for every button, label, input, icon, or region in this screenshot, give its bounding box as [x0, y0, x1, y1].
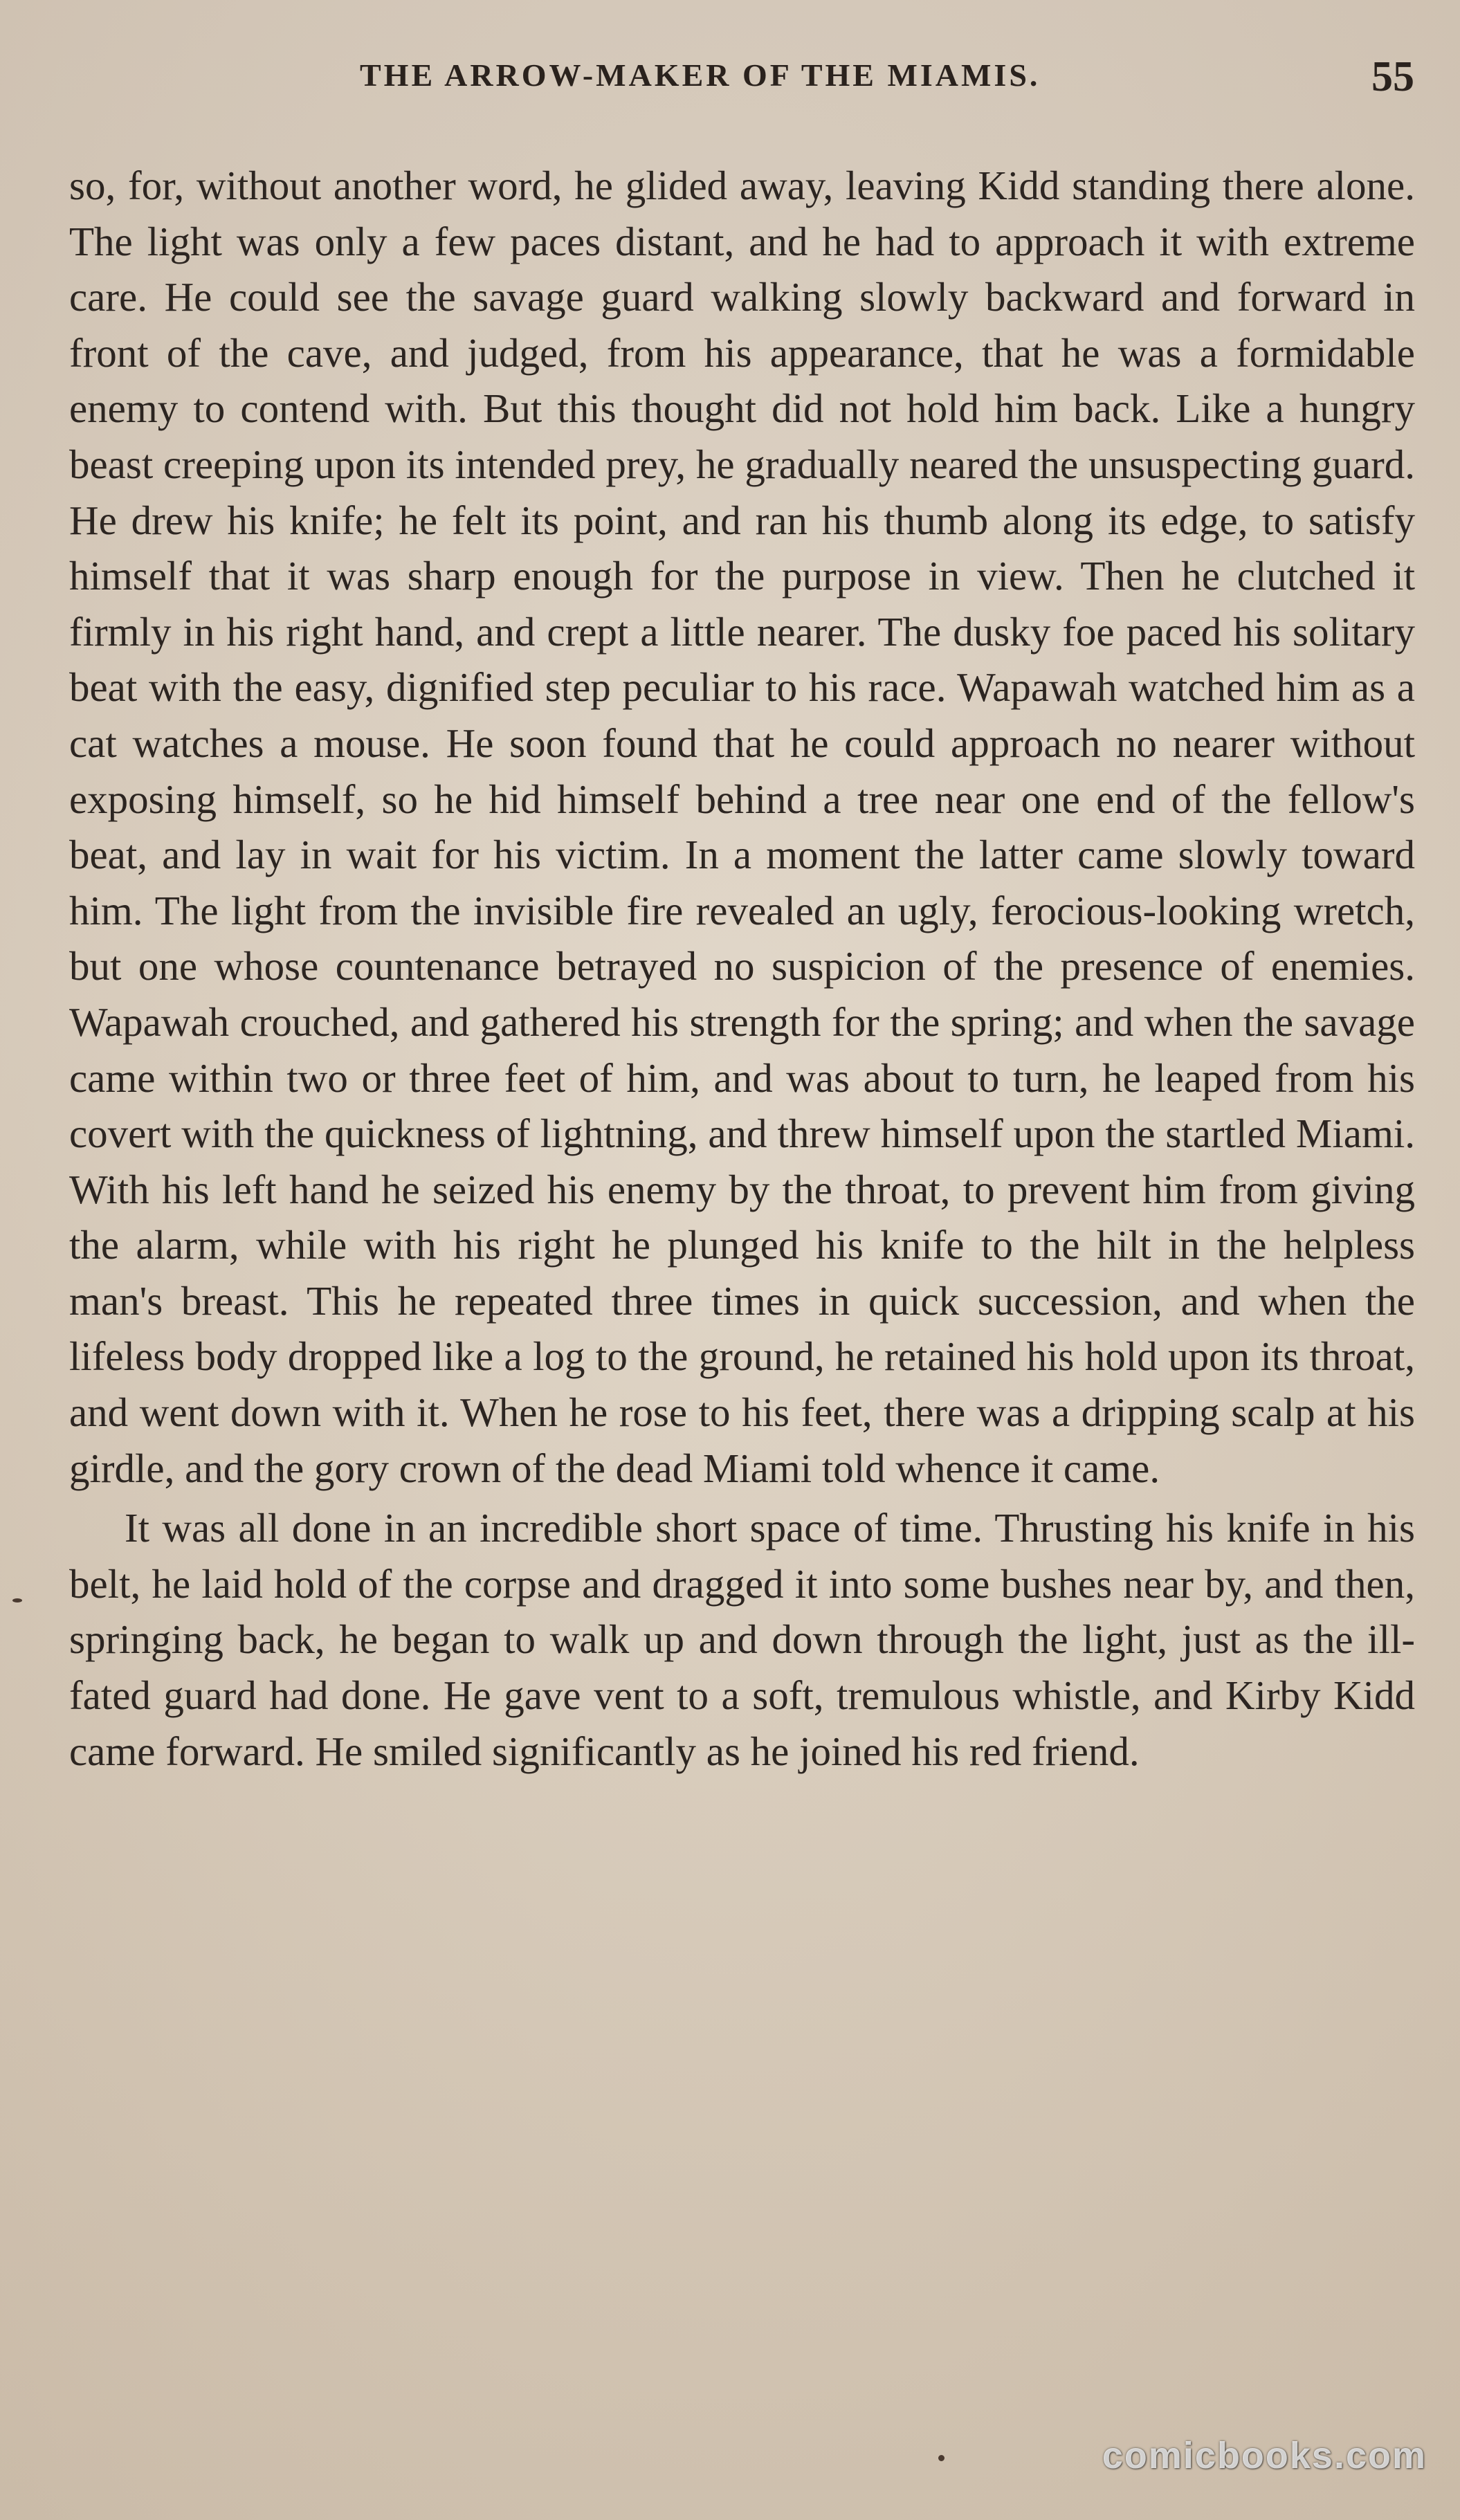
print-speck	[12, 1598, 22, 1603]
site-watermark: comicbooks.com	[1102, 2435, 1427, 2476]
running-title: THE ARROW-MAKER OF THE MIAMIS.	[360, 57, 1041, 93]
print-speck	[938, 2455, 945, 2461]
page-header	[0, 53, 1460, 112]
body-text	[69, 158, 1415, 1779]
page-number: 55	[1371, 53, 1414, 100]
paragraph-2: It was all done in an incredible short space of time. Thrusting his knife in his belt, he laid hold of the corpse and dragged it into some bushes near by, and then, springing back, he began to walk up and down through the light, just as the ill-fated guard had done. He gave vent to a soft, tremulous whistle, and Kirby Kidd came forward. He smiled significantly as he joined his red friend.	[69, 1505, 1415, 1774]
paragraph-1: so, for, without another word, he glided away, leaving Kidd standing there alone. The light was only a few paces distant, and he had to approach it with extreme care. He could see the savage guard walking slowly backward and forward in front of the cave, and judged, from his appearance, that he was a formidable enemy to contend with. But this thought did not hold him back. Like a hungry beast creeping upon its intended prey, he gradually neared the unsuspecting guard. He drew his knife; he felt its point, and ran his thumb along its edge, to satisfy himself that it was sharp enough for the purpose in view. Then he clutched it firmly in his right hand, and crept a little nearer. The dusky foe paced his solitary beat with the easy, dignified step peculiar to his race. Wapawah watched him as a cat watches a mouse. He soon found that he could approach no nearer without exposing himself, so he hid himself behind a tree near one end of the fellow's beat, and lay in wait for his victim. In a moment the latter came slowly toward him. The light from the invisible fire revealed an ugly, ferocious-looking wretch, but one whose countenance betrayed no suspicion of the presence of enemies. Wapawah crouched, and gathered his strength for the spring; and when the savage came within two or three feet of him, and was about to turn, he leaped from his covert with the quickness of lightning, and threw himself upon the startled Miami. With his left hand he seized his enemy by the throat, to prevent him from giving the alarm, while with his right he plunged his knife to the hilt in the helpless man's breast. This he repeated three times in quick succession, and when the lifeless body dropped like a log to the ground, he retained his hold upon its throat, and went down with it. When he rose to his feet, there was a dripping scalp at his girdle, and the gory crown of the dead Miami told whence it came.	[69, 163, 1415, 1491]
